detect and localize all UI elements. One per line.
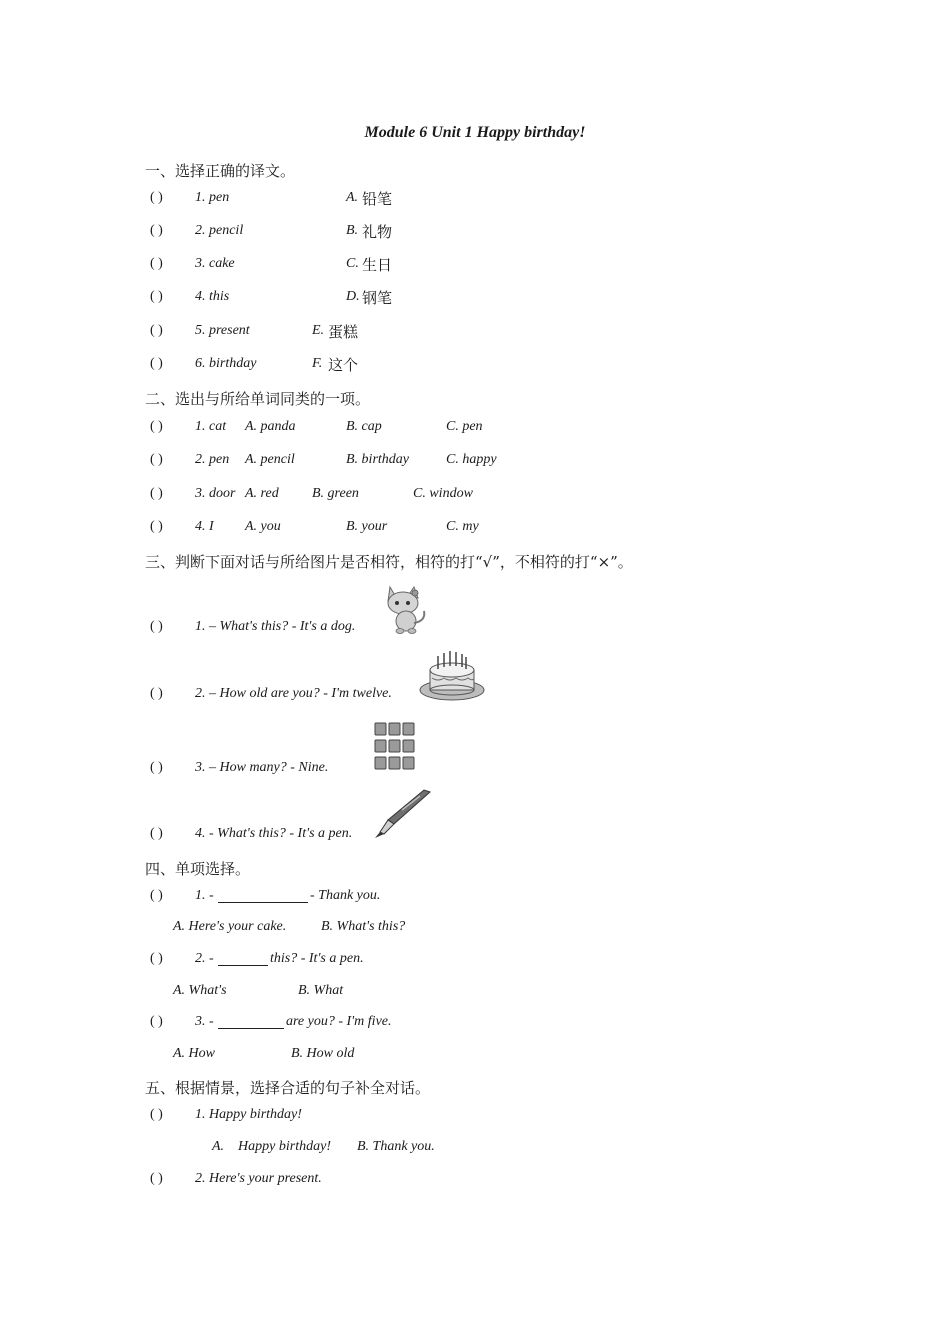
s2-option-b: B. birthday	[346, 452, 409, 467]
s1-question: 1. pen	[195, 190, 230, 205]
s5-question: 2. Here's your present.	[195, 1171, 322, 1186]
cat-picture-icon	[384, 583, 428, 635]
s1-letter: D.	[346, 289, 360, 304]
answer-paren[interactable]: ( )	[150, 289, 163, 304]
s2-question: 2. pen	[195, 452, 230, 467]
answer-paren[interactable]: ( )	[150, 223, 163, 238]
answer-paren[interactable]: ( )	[150, 888, 163, 903]
s5-option-a: A. Happy birthday!	[212, 1139, 331, 1154]
s4-question-suffix: this? - It's a pen.	[270, 951, 364, 966]
s2-option-b: B. your	[346, 519, 388, 534]
s3-dialogue: 4. - What's this? - It's a pen.	[195, 826, 353, 841]
s3-dialogue: 3. – How many? - Nine.	[195, 760, 329, 775]
birthday-cake-picture-icon	[418, 648, 486, 702]
s1-question: 2. pencil	[195, 223, 244, 238]
answer-paren[interactable]: ( )	[150, 760, 163, 775]
s2-question: 1. cat	[195, 419, 227, 434]
s5-question: 1. Happy birthday!	[195, 1107, 302, 1122]
s2-option-c: C. pen	[446, 419, 483, 434]
s2-option-a: A. panda	[245, 419, 296, 434]
s2-option-a: A. you	[245, 519, 281, 534]
answer-paren[interactable]: ( )	[150, 190, 163, 205]
s4-option-b: B. What	[298, 983, 344, 998]
s2-option-a: A. red	[245, 486, 279, 501]
answer-paren[interactable]: ( )	[150, 256, 163, 271]
s2-option-c: C. window	[413, 486, 473, 501]
s1-answer: 这个	[328, 356, 359, 374]
s1-question: 3. cake	[195, 256, 235, 271]
answer-paren[interactable]: ( )	[150, 619, 163, 634]
s1-letter: F.	[312, 356, 323, 371]
s4-question-prefix: 1. -	[195, 888, 214, 903]
s2-question: 4. I	[195, 519, 214, 534]
section-1-heading: 一、选择正确的译文。	[145, 162, 296, 180]
s2-option-a: A. pencil	[245, 452, 295, 467]
answer-paren[interactable]: ( )	[150, 452, 163, 467]
answer-paren[interactable]: ( )	[150, 323, 163, 338]
answer-paren[interactable]: ( )	[150, 356, 163, 371]
fill-blank[interactable]	[218, 951, 268, 966]
s5-option-b: B. Thank you.	[357, 1139, 435, 1154]
fill-blank[interactable]	[218, 888, 308, 903]
s4-question-suffix: - Thank you.	[310, 888, 381, 903]
s1-letter: A.	[346, 190, 359, 205]
section-3-heading: 三、判断下面对话与所给图片是否相符，相符的打“√”，不相符的打“×”。	[145, 553, 633, 571]
answer-paren[interactable]: ( )	[150, 1107, 163, 1122]
s4-question-suffix: are you? - I'm five.	[286, 1014, 392, 1029]
section-2-heading: 二、选出与所给单词同类的一项。	[145, 390, 371, 408]
answer-paren[interactable]: ( )	[150, 686, 163, 701]
s1-question: 4. this	[195, 289, 230, 304]
s2-option-c: C. happy	[446, 452, 497, 467]
s4-option-a: A. Here's your cake.	[173, 919, 287, 934]
s3-dialogue: 2. – How old are you? - I'm twelve.	[195, 686, 392, 701]
answer-paren[interactable]: ( )	[150, 1171, 163, 1186]
s2-option-c: C. my	[446, 519, 479, 534]
answer-paren[interactable]: ( )	[150, 951, 163, 966]
s4-option-b: B. What's this?	[321, 919, 406, 934]
s2-option-b: B. cap	[346, 419, 382, 434]
s1-answer: 礼物	[362, 223, 393, 241]
s1-answer: 铅笔	[362, 190, 393, 208]
s1-letter: E.	[312, 323, 325, 338]
s4-option-a: A. How	[173, 1046, 215, 1061]
s1-answer: 蛋糕	[328, 323, 359, 341]
s1-letter: B.	[346, 223, 359, 238]
worksheet-title: Module 6 Unit 1 Happy birthday!	[364, 124, 586, 141]
fill-blank[interactable]	[218, 1014, 284, 1029]
s1-answer: 生日	[362, 256, 393, 274]
nine-blocks-picture-icon	[373, 720, 417, 772]
s4-question-prefix: 2. -	[195, 951, 214, 966]
s4-question-prefix: 3. -	[195, 1014, 214, 1029]
section-5-heading: 五、根据情景，选择合适的句子补全对话。	[145, 1079, 431, 1097]
s3-dialogue: 1. – What's this? - It's a dog.	[195, 619, 356, 634]
answer-paren[interactable]: ( )	[150, 419, 163, 434]
answer-paren[interactable]: ( )	[150, 1014, 163, 1029]
answer-paren[interactable]: ( )	[150, 519, 163, 534]
s4-option-b: B. How old	[291, 1046, 355, 1061]
s4-option-a: A. What's	[173, 983, 227, 998]
s1-answer: 钢笔	[362, 289, 393, 307]
section-4-heading: 四、单项选择。	[145, 860, 251, 878]
s2-option-b: B. green	[312, 486, 359, 501]
s1-question: 6. birthday	[195, 356, 257, 371]
answer-paren[interactable]: ( )	[150, 486, 163, 501]
s1-question: 5. present	[195, 323, 250, 338]
s1-letter: C.	[346, 256, 359, 271]
s2-question: 3. door	[195, 486, 236, 501]
fountain-pen-picture-icon	[372, 788, 434, 840]
answer-paren[interactable]: ( )	[150, 826, 163, 841]
